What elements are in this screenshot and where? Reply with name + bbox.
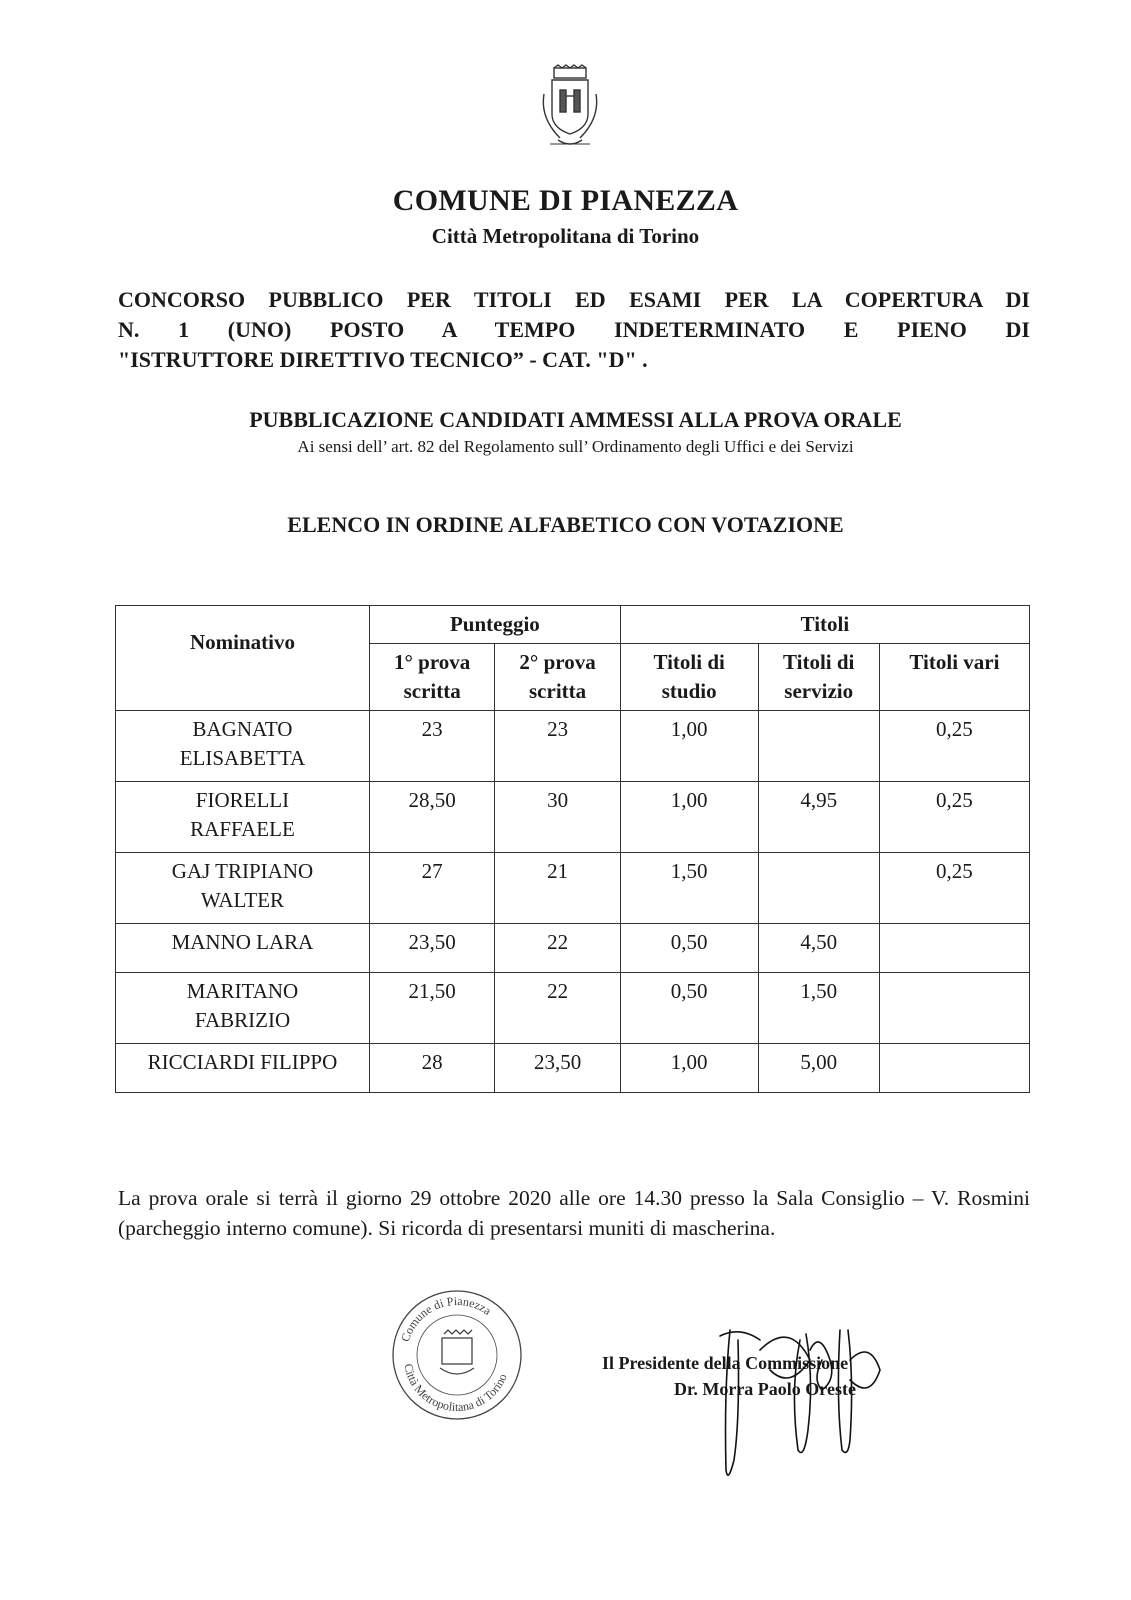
header-titoli-servizio: Titoli di servizio: [758, 644, 879, 711]
list-title: ELENCO IN ORDINE ALFABETICO CON VOTAZIONE: [287, 512, 844, 537]
header-punteggio: Punteggio: [369, 606, 620, 644]
header-nominativo: Nominativo: [116, 606, 370, 711]
cell-studio: 1,50: [620, 853, 758, 924]
contest-heading: [118, 285, 1030, 375]
cell-prova2: 23,50: [495, 1044, 620, 1093]
cell-prova2: 23: [495, 711, 620, 782]
header-titoli-vari: Titoli vari: [879, 644, 1029, 711]
cell-studio: 0,50: [620, 924, 758, 973]
contest-line: "ISTRUTTORE DIRETTIVO TECNICO” - CAT. "D" .: [118, 347, 648, 372]
cell-prova1: 23: [369, 711, 494, 782]
handwritten-signature: [690, 1310, 910, 1490]
publication-title: PUBBLICAZIONE CANDIDATI AMMESSI ALLA PROVA ORALE: [249, 407, 902, 432]
publication-subtitle: Ai sensi dell’ art. 82 del Regolamento sull’ Ordinamento degli Uffici e dei Servizi: [297, 437, 854, 456]
cell-studio: 0,50: [620, 973, 758, 1044]
cell-servizio: 5,00: [758, 1044, 879, 1093]
cell-servizio: 4,95: [758, 782, 879, 853]
header-titoli-studio: Titoli di studio: [620, 644, 758, 711]
header-titoli: Titoli: [620, 606, 1029, 644]
cell-name: MARITANO FABRIZIO: [116, 973, 370, 1044]
cell-name: GAJ TRIPIANO WALTER: [116, 853, 370, 924]
candidates-table: [115, 605, 1030, 1093]
table-row: [116, 782, 1030, 853]
svg-text:Città Metropolitana di Torino: Città Metropolitana di Torino: [401, 1362, 510, 1415]
cell-vari: [879, 973, 1029, 1044]
cell-vari: 0,25: [879, 782, 1029, 853]
cell-servizio: 1,50: [758, 973, 879, 1044]
cell-servizio: 4,50: [758, 924, 879, 973]
cell-prova2: 21: [495, 853, 620, 924]
cell-prova2: 30: [495, 782, 620, 853]
table-row: [116, 973, 1030, 1044]
cell-vari: 0,25: [879, 853, 1029, 924]
cell-name: BAGNATO ELISABETTA: [116, 711, 370, 782]
cell-studio: 1,00: [620, 782, 758, 853]
table-row: [116, 853, 1030, 924]
cell-name: MANNO LARA: [116, 924, 370, 973]
table-row: [116, 924, 1030, 973]
cell-prova1: 28: [369, 1044, 494, 1093]
contest-line: CONCORSO PUBBLICO PER TITOLI ED ESAMI PER LA COPERTURA DI: [118, 287, 1030, 312]
cell-servizio: [758, 853, 879, 924]
cell-prova1: 27: [369, 853, 494, 924]
cell-name: RICCIARDI FILIPPO: [116, 1044, 370, 1093]
official-stamp-icon: [382, 1280, 532, 1430]
cell-vari: [879, 924, 1029, 973]
cell-servizio: [758, 711, 879, 782]
cell-prova2: 22: [495, 924, 620, 973]
header-prova2: 2° prova scritta: [495, 644, 620, 711]
svg-text:Comune di Pianezza: Comune di Pianezza: [398, 1293, 494, 1344]
cell-vari: 0,25: [879, 711, 1029, 782]
oral-exam-note: La prova orale si terrà il giorno 29 ottobre 2020 alle ore 14.30 presso la Sala Consiglio – V. Rosmini (parcheggio interno comune). Si ricorda di presentarsi muniti di mascherina.: [118, 1186, 1030, 1240]
table-row: [116, 1044, 1030, 1093]
header-prova1: 1° prova scritta: [369, 644, 494, 711]
page-subtitle: Città Metropolitana di Torino: [431, 224, 700, 248]
table-row: [116, 711, 1030, 782]
cell-prova1: 28,50: [369, 782, 494, 853]
cell-name: FIORELLI RAFFAELE: [116, 782, 370, 853]
cell-vari: [879, 1044, 1029, 1093]
contest-line: N. 1 (UNO) POSTO A TEMPO INDETERMINATO E PIENO DI: [118, 317, 1030, 342]
cell-studio: 1,00: [620, 711, 758, 782]
cell-prova2: 22: [495, 973, 620, 1044]
signatory-name: Dr. Morra Paolo Oreste: [674, 1379, 856, 1399]
page-title: COMUNE DI PIANEZZA: [392, 184, 739, 217]
coat-of-arms-icon: [536, 64, 604, 150]
cell-prova1: 23,50: [369, 924, 494, 973]
signatory-role: Il Presidente della Commissione: [602, 1353, 849, 1373]
cell-studio: 1,00: [620, 1044, 758, 1093]
cell-prova1: 21,50: [369, 973, 494, 1044]
